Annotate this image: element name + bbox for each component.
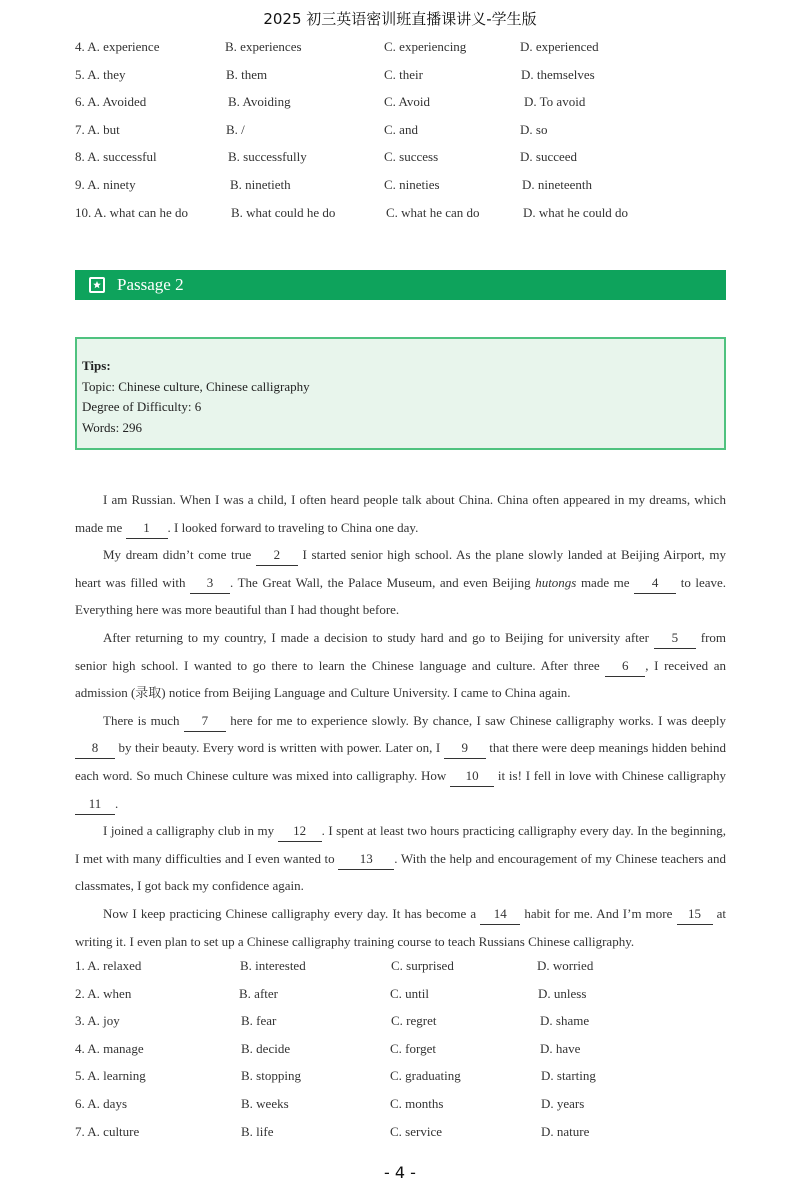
option-b: B. after	[239, 985, 278, 1001]
option-row	[75, 171, 735, 199]
option-a: 5. A. learning	[75, 1068, 146, 1084]
passage-text-run: . With the help and encouragement of my Chinese teachers and classmates, I got back my confidence again.	[75, 850, 726, 894]
option-row	[75, 199, 735, 227]
page-header: 2025 初三英语密训班直播课讲义-学生版	[263, 10, 537, 28]
paragraph	[75, 707, 726, 817]
option-d: D. nature	[541, 1123, 590, 1139]
passage-text-run: . I spent at least two hours practicing calligraphy every day. In the beginning, I met with many difficulties and I even wanted to	[75, 823, 727, 866]
option-a: 3. A. joy	[75, 1013, 120, 1029]
option-c: C. forget	[390, 1040, 436, 1056]
option-b: B. life	[241, 1123, 274, 1139]
passage-text-run: to leave. Everything here was more beautiful than I had thought before.	[75, 574, 727, 618]
passage-text-run: Now I keep practicing Chinese calligraphy every day. It has become a	[103, 905, 477, 921]
blank-8: 8	[75, 738, 115, 759]
option-b: B. ninetieth	[230, 176, 291, 192]
option-row	[75, 61, 735, 89]
option-d: D. experienced	[520, 39, 599, 54]
passage-text-run: I am Russian. When I was a child, I often heard people talk about China. China often appeared in my dreams, which made me	[75, 492, 726, 535]
blank-6: 6	[605, 656, 645, 677]
option-b: B. decide	[241, 1040, 291, 1056]
bookmark-star-icon	[89, 277, 105, 293]
option-c: C. and	[384, 121, 418, 137]
option-c: C. experiencing	[384, 39, 467, 54]
option-b: B. fear	[241, 1013, 277, 1029]
passage-text-run: from senior high school. I wanted to go there to learn the Chinese language and culture. After three	[75, 629, 727, 673]
option-a: 6. A. Avoided	[75, 94, 147, 110]
option-row	[75, 33, 735, 61]
blank-15: 15	[677, 904, 713, 925]
option-a: 7. A. but	[75, 121, 120, 137]
passage-text-run: After returning to my country, I made a decision to study hard and go to Beijing for university after	[103, 629, 649, 645]
option-d: D. have	[540, 1040, 581, 1056]
option-a: 7. A. culture	[75, 1123, 140, 1139]
option-d: D. themselves	[521, 66, 595, 82]
option-b: B. what could he do	[231, 204, 336, 220]
option-d: D. starting	[541, 1068, 596, 1084]
option-a: 4. A. manage	[75, 1040, 144, 1056]
option-b: B. experiences	[225, 39, 302, 54]
option-d: D. nineteenth	[522, 176, 593, 192]
option-row	[75, 1090, 735, 1118]
option-d: D. succeed	[520, 149, 578, 165]
option-d: D. what he could do	[523, 204, 629, 220]
option-b: B. /	[226, 121, 245, 137]
passage-text-run: There is much	[103, 712, 180, 728]
blank-10: 10	[450, 766, 494, 787]
option-row	[75, 952, 735, 980]
blank-1: 1	[126, 518, 168, 539]
passage-text-run: that there were deep meanings hidden behind each word. So much Chinese culture was mixed into calligraphy. How	[75, 740, 727, 783]
options-list-bottom	[75, 952, 735, 1145]
option-d: D. so	[520, 121, 548, 137]
passage-text	[75, 486, 726, 955]
option-c: C. their	[384, 66, 423, 82]
passage-text-run: .	[115, 795, 119, 811]
option-a: 8. A. successful	[75, 149, 157, 165]
paragraph	[75, 624, 726, 707]
passage-text-run: at writing it. I even plan to set up a Chinese calligraphy training course to teach Russians Chinese calligraphy.	[75, 905, 726, 949]
passage-text-run: I started senior high school. As the plane slowly landed at Beijing Airport, my heart was filled with	[75, 547, 727, 590]
option-b: B. interested	[240, 958, 306, 973]
option-c: C. until	[390, 985, 430, 1001]
blank-13: 13	[338, 849, 394, 870]
tips-difficulty: Degree of Difficulty: 6	[82, 399, 202, 414]
option-c: C. what he can do	[386, 204, 480, 220]
option-c: C. surprised	[391, 958, 454, 973]
paragraph	[75, 486, 726, 541]
option-d: D. worried	[537, 958, 594, 973]
page-number: - 4 -	[384, 1163, 416, 1182]
paragraph	[75, 817, 726, 900]
option-b: B. successfully	[228, 149, 307, 165]
option-d: D. shame	[540, 1013, 590, 1029]
passage-text-run: by their beauty. Every word is written with power. Later on, I	[118, 740, 441, 756]
option-c: C. Avoid	[384, 94, 430, 110]
option-b: B. weeks	[241, 1095, 289, 1111]
tips-box	[75, 337, 726, 450]
passage-title: Passage 2	[117, 275, 184, 294]
blank-4: 4	[634, 573, 676, 594]
blank-9: 9	[444, 738, 486, 759]
passage-text-run: . I looked forward to traveling to China one day.	[167, 519, 419, 535]
option-c: C. success	[384, 149, 439, 165]
blank-14: 14	[480, 904, 520, 925]
tips-words: Words: 296	[82, 419, 142, 435]
option-row	[75, 88, 735, 116]
blank-12: 12	[278, 821, 322, 842]
option-a: 4. A. experience	[75, 39, 160, 54]
option-c: C. regret	[391, 1013, 437, 1029]
passage-text-run: habit for me. And I’m more	[524, 905, 673, 921]
option-c: C. graduating	[390, 1068, 461, 1084]
option-d: D. years	[541, 1095, 585, 1111]
option-a: 5. A. they	[75, 66, 126, 82]
option-row	[75, 1062, 735, 1090]
passage-text-run: . The Great Wall, the Palace Museum, and even Beijing	[230, 574, 531, 590]
option-a: 1. A. relaxed	[75, 958, 142, 973]
passage-text-run: made me	[580, 574, 630, 590]
option-b: B. stopping	[241, 1068, 301, 1084]
option-row	[75, 980, 735, 1008]
blank-11: 11	[75, 794, 115, 815]
option-b: B. Avoiding	[228, 94, 291, 110]
option-c: C. months	[390, 1095, 444, 1111]
option-b: B. them	[226, 66, 268, 82]
option-a: 6. A. days	[75, 1095, 127, 1111]
options-list-top	[75, 33, 735, 226]
option-a: 10. A. what can he do	[75, 204, 189, 220]
passage-banner	[75, 270, 726, 300]
option-row	[75, 1035, 735, 1063]
passage-text-run: My dream didn’t come true	[103, 547, 252, 563]
option-row	[75, 1007, 735, 1035]
tips-topic: Topic: Chinese culture, Chinese calligraphy	[82, 378, 310, 394]
passage-text-run: it is! I fell in love with Chinese calligraphy	[497, 767, 727, 783]
option-a: 9. A. ninety	[75, 176, 136, 192]
paragraph	[75, 541, 726, 624]
passage-text-run: here for me to experience slowly. By chance, I saw Chinese calligraphy works. I was deeply	[230, 712, 727, 728]
option-c: C. nineties	[384, 176, 440, 192]
passage-text-run: , I received an admission (录取) notice from Beijing Language and Culture University. I came to China again.	[75, 657, 726, 701]
blank-3: 3	[190, 573, 230, 594]
option-row	[75, 1118, 735, 1146]
option-a: 2. A. when	[75, 985, 132, 1001]
tips-heading: Tips:	[82, 358, 111, 373]
paragraph	[75, 900, 726, 955]
blank-2: 2	[256, 545, 298, 566]
option-c: C. service	[390, 1123, 442, 1139]
option-d: D. To avoid	[524, 94, 586, 110]
blank-5: 5	[654, 628, 696, 649]
passage-italic-word: hutongs	[535, 574, 577, 590]
option-row	[75, 143, 735, 171]
option-row	[75, 116, 735, 144]
passage-text-run: I joined a calligraphy club in my	[103, 823, 275, 839]
blank-7: 7	[184, 711, 226, 732]
option-d: D. unless	[538, 985, 587, 1001]
